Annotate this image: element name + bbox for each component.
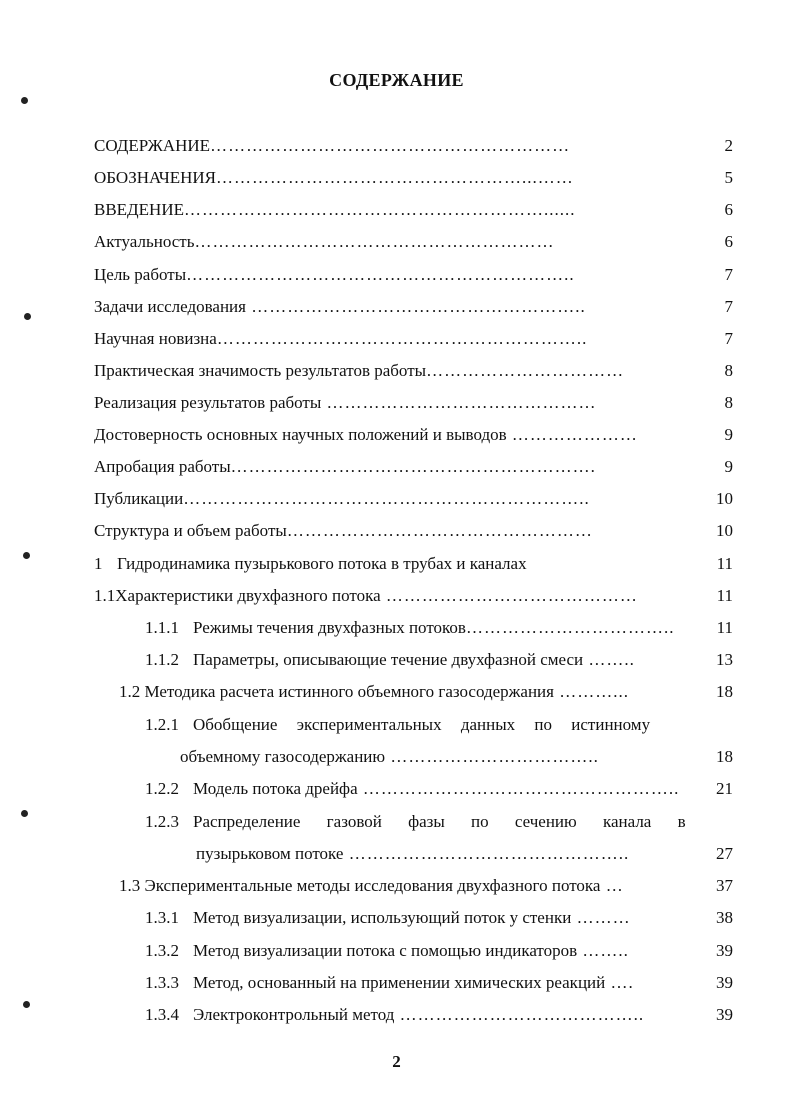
toc-entry-title: пузырьковом потоке bbox=[196, 844, 344, 863]
toc-section-number: 1.3.1 bbox=[145, 908, 179, 927]
toc-leader-dots: …………………………….. bbox=[385, 747, 599, 766]
toc-leader-dots: ……………………………………………………….. bbox=[186, 265, 575, 284]
toc-page-number: 39 bbox=[716, 1005, 733, 1024]
toc-page-number: 38 bbox=[716, 908, 733, 927]
toc-leader-dots: ………... bbox=[553, 682, 629, 701]
toc-page-number: 6 bbox=[724, 200, 733, 219]
toc-entry-title: Метод визуализации потока с помощью индикаторов bbox=[193, 941, 578, 960]
toc-entry[interactable] bbox=[0, 357, 793, 385]
toc-entry-section[interactable] bbox=[0, 872, 793, 900]
toc-leader-dots: ……………………………………………...…… bbox=[216, 168, 574, 187]
toc-entry-title: Модель потока дрейфа bbox=[193, 779, 358, 798]
toc-entry-subsection[interactable] bbox=[0, 904, 793, 932]
toc-entry-title: Методика расчета истинного объемного газосодержания bbox=[144, 682, 554, 701]
toc-entry-title: Структура и объем работы bbox=[94, 521, 287, 540]
toc-page-number: 8 bbox=[724, 361, 733, 380]
toc-entry-continuation[interactable] bbox=[0, 743, 793, 771]
toc-leader-dots: …………………………….. bbox=[465, 618, 675, 637]
toc-section-number: 1.3.2 bbox=[145, 941, 179, 960]
toc-leader-dots: …….. bbox=[583, 650, 635, 669]
toc-entry[interactable] bbox=[0, 293, 793, 321]
toc-page-number: 10 bbox=[716, 489, 733, 508]
page-number: 2 bbox=[392, 1052, 401, 1071]
toc-leader-dots: …………………………………………….. bbox=[357, 779, 680, 798]
toc-entry-subsection[interactable] bbox=[0, 711, 793, 739]
toc-entry[interactable] bbox=[0, 485, 793, 513]
toc-leader-dots: ……………………………………… bbox=[321, 393, 597, 412]
toc-entry-title: Обобщение экспериментальных данных по истинному bbox=[193, 715, 651, 734]
toc-leader-dots: ……………………………………………………...... bbox=[183, 200, 576, 219]
toc-leader-dots: ………………………………….. bbox=[394, 1005, 645, 1024]
toc-entry[interactable] bbox=[0, 132, 793, 160]
toc-leader-dots: …….. bbox=[577, 941, 629, 960]
page-title: СОДЕРЖАНИЕ bbox=[329, 70, 464, 90]
toc-leader-dots: …………………………… bbox=[426, 361, 625, 380]
toc-entry-title-line1 bbox=[193, 808, 686, 836]
toc-entry-title: объемному газосодержанию bbox=[180, 747, 386, 766]
toc-leader-dots: …. bbox=[605, 973, 634, 992]
toc-entry-title: ОБОЗНАЧЕНИЯ bbox=[94, 168, 217, 187]
toc-leader-dots: ……………………………………….. bbox=[343, 844, 630, 863]
toc-entry-subsection[interactable] bbox=[0, 646, 793, 674]
toc-leader-dots: …………………………………………………… bbox=[194, 232, 555, 251]
toc-section-number: 1 bbox=[94, 554, 103, 573]
toc-section-number: 1.2.1 bbox=[145, 715, 179, 734]
toc-entry-title-line1 bbox=[193, 711, 688, 739]
toc-entry-title: Достоверность основных научных положений и выводов bbox=[94, 425, 507, 444]
toc-entry-title: СОДЕРЖАНИЕ bbox=[94, 136, 211, 155]
toc-entry-chapter[interactable] bbox=[0, 550, 793, 578]
toc-entry-title: Режимы течения двухфазных потоков bbox=[193, 618, 466, 637]
toc-entry-title: Актуальность bbox=[94, 232, 195, 251]
toc-leader-dots: ………………… bbox=[506, 425, 638, 444]
toc-section-number: 1.1.1 bbox=[145, 618, 179, 637]
toc-section-number: 1.2.3 bbox=[145, 812, 179, 831]
toc-section-number: 1.1.2 bbox=[145, 650, 179, 669]
toc-entry-section[interactable] bbox=[0, 582, 793, 610]
toc-leader-dots: …………………………………………… bbox=[286, 521, 593, 540]
toc-entry-subsection[interactable] bbox=[0, 1001, 793, 1029]
toc-page-number: 11 bbox=[716, 618, 733, 637]
toc-entry[interactable] bbox=[0, 261, 793, 289]
toc-page-number: 5 bbox=[724, 168, 733, 187]
toc-entry-title: Публикации bbox=[94, 489, 184, 508]
toc-leader-dots: …………………………………………………….. bbox=[216, 329, 588, 348]
toc-section-number: 1.3.4 bbox=[145, 1005, 179, 1024]
toc-entry-title: Научная новизна bbox=[94, 329, 217, 348]
toc-entry-title: Характеристики двухфазного потока bbox=[115, 586, 381, 605]
toc-entry[interactable] bbox=[0, 164, 793, 192]
toc-entry[interactable] bbox=[0, 389, 793, 417]
scan-speck bbox=[21, 97, 28, 104]
toc-leader-dots: … bbox=[600, 876, 624, 895]
toc-leader-dots: ………………………………………………………….. bbox=[183, 489, 590, 508]
toc-section-number: 1.3.3 bbox=[145, 973, 179, 992]
toc-entry-title: Экспериментальные методы исследования двухфазного потока bbox=[144, 876, 601, 895]
toc-entry-title: Реализация результатов работы bbox=[94, 393, 322, 412]
toc-page-number: 2 bbox=[724, 136, 733, 155]
toc-entry-subsection[interactable] bbox=[0, 969, 793, 997]
toc-entry-title: Цель работы bbox=[94, 265, 187, 284]
toc-page-number: 8 bbox=[724, 393, 733, 412]
toc-leader-dots: …………………………………… bbox=[380, 586, 638, 605]
toc-page-number: 9 bbox=[724, 425, 733, 444]
toc-entry-title: Практическая значимость результатов работы bbox=[94, 361, 427, 380]
toc-section-number: 1.2 bbox=[119, 682, 141, 701]
toc-page-number: 39 bbox=[716, 941, 733, 960]
toc-page-number: 9 bbox=[724, 457, 733, 476]
toc-entry-title: ВВЕДЕНИЕ bbox=[94, 200, 184, 219]
toc-entry-title: Электроконтрольный метод bbox=[193, 1005, 395, 1024]
toc-page-number: 11 bbox=[716, 554, 733, 573]
toc-leader-dots: ……………………………………………….. bbox=[245, 297, 586, 316]
toc-entry-subsection[interactable] bbox=[0, 775, 793, 803]
toc-entry[interactable] bbox=[0, 325, 793, 353]
toc-page-number: 11 bbox=[716, 586, 733, 605]
toc-entry-title: Задачи исследования bbox=[94, 297, 246, 316]
toc-page-number: 27 bbox=[716, 844, 733, 863]
toc-entry-title: Распределение газовой фазы по сечению канала в bbox=[193, 812, 686, 831]
toc-page-number: 6 bbox=[724, 232, 733, 251]
toc-entry-title: Параметры, описывающие течение двухфазной смеси bbox=[193, 650, 584, 669]
toc-leader-dots: …………………………………………………… bbox=[210, 136, 571, 155]
toc-page-number: 10 bbox=[716, 521, 733, 540]
toc-page-number: 7 bbox=[724, 265, 733, 284]
toc-entry[interactable] bbox=[0, 453, 793, 481]
toc-entry-title: Метод, основанный на применении химических реакций bbox=[193, 973, 606, 992]
toc-entry[interactable] bbox=[0, 421, 793, 449]
toc-page-number: 7 bbox=[724, 329, 733, 348]
toc-entry-section[interactable] bbox=[0, 678, 793, 706]
toc-entry[interactable] bbox=[0, 517, 793, 545]
toc-page-number: 39 bbox=[716, 973, 733, 992]
toc-page-number: 21 bbox=[716, 779, 733, 798]
toc-entry-subsection[interactable] bbox=[0, 937, 793, 965]
toc-page-number: 18 bbox=[716, 747, 733, 766]
toc-section-number: 1.1 bbox=[94, 586, 116, 605]
toc-page-number: 37 bbox=[716, 876, 733, 895]
toc-page-number: 7 bbox=[724, 297, 733, 316]
toc-section-number: 1.2.2 bbox=[145, 779, 179, 798]
toc-leader-dots: ……………………………………………………. bbox=[230, 457, 596, 476]
toc-page-number: 18 bbox=[716, 682, 733, 701]
toc-entry-subsection[interactable] bbox=[0, 808, 793, 836]
toc-entry-title: Апробация работы bbox=[94, 457, 231, 476]
toc-section-number: 1.3 bbox=[119, 876, 141, 895]
toc-entry-subsection[interactable] bbox=[0, 614, 793, 642]
toc-page-number: 13 bbox=[716, 650, 733, 669]
toc-entry-continuation[interactable] bbox=[0, 840, 793, 868]
toc-entry-title: Метод визуализации, использующий поток у стенки bbox=[193, 908, 572, 927]
toc-entry-title: Гидродинамика пузырькового потока в трубах и каналах bbox=[117, 554, 527, 573]
toc-leader-dots: ……… bbox=[571, 908, 631, 927]
toc-entry[interactable] bbox=[0, 196, 793, 224]
toc-entry[interactable] bbox=[0, 228, 793, 256]
